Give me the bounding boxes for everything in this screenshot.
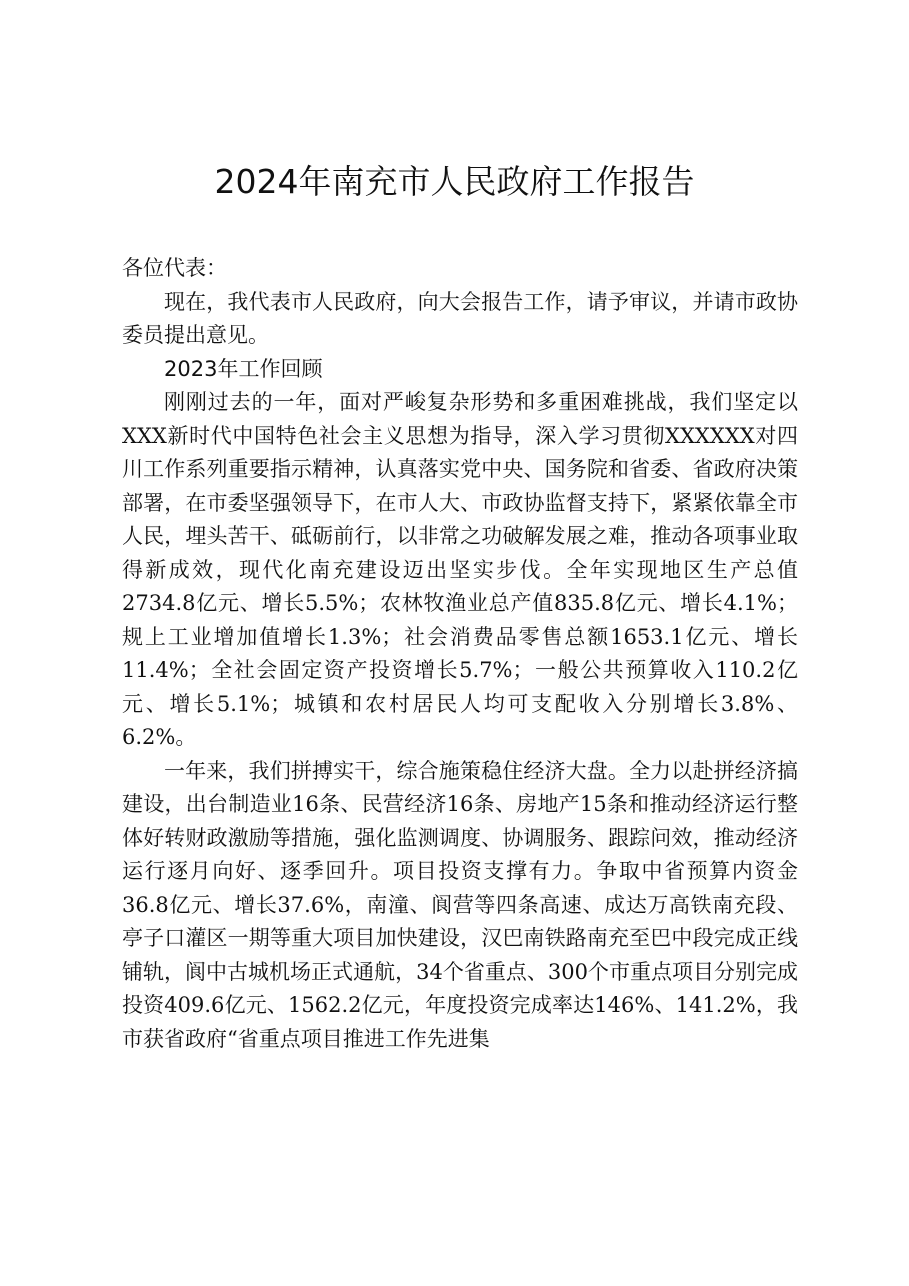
section-heading: 2023年工作回顾 xyxy=(164,356,323,381)
paragraph-review: 刚刚过去的一年，面对严峻复杂形势和多重困难挑战，我们坚定以XXX新时代中国特色社会主义思想为指导，深入学习贯彻XXXXXX对四川工作系列重要指示精神，认真落实党中央、国务院和省委、省政府决策部署，在市委坚强领导下，在市人大、市政协监督支持下，紧紧依靠全市人民，埋头苦干、砥砺前行，以非常之功破解发展之难，推动各项事业取得新成效，现代化南充建设迈出坚实步伐。全年实现地区生产总值2734.8亿元、增长5.5%；农林牧渔业总产值835.8亿元、增长4.1%；规上工业增加值增长1.3%；社会消费品零售总额1653.1亿元、增长11.4%；全社会固定资产投资增长5.7%；一般公共预算收入110.2亿元、增长5.1%；城镇和农村居民人均可支配收入分别增长3.8%、6.2%。 xyxy=(122,390,798,749)
document-title: 2024年南充市人民政府工作报告 xyxy=(214,162,695,201)
document-body xyxy=(122,252,798,1056)
salutation: 各位代表： xyxy=(122,256,227,280)
opening-paragraph: 现在，我代表市人民政府，向大会报告工作，请予审议，并请市政协委员提出意见。 xyxy=(122,289,798,347)
paragraph-economy: 一年来，我们拼搏实干，综合施策稳住经济大盘。全力以赴拼经济搞建设，出台制造业16条、民营经济16条、房地产15条和推动经济运行整体好转财政激励等措施，强化监测调度、协调服务、跟踪问效，推动经济运行逐月向好、逐季回升。项目投资支撑有力。争取中省预算内资金36.8亿元、增长37.6%，南潼、阆营等四条高速、成达万高铁南充段、亭子口灌区一期等重大项目加快建设，汉巴南铁路南充至巴中段完成正线铺轨，阆中古城机场正式通航，34个省重点、300个市重点项目分别完成投资409.6亿元、1562.2亿元，年度投资完成率达146%、141.2%，我市获省政府“省重点项目推进工作先进集 xyxy=(122,758,798,1051)
